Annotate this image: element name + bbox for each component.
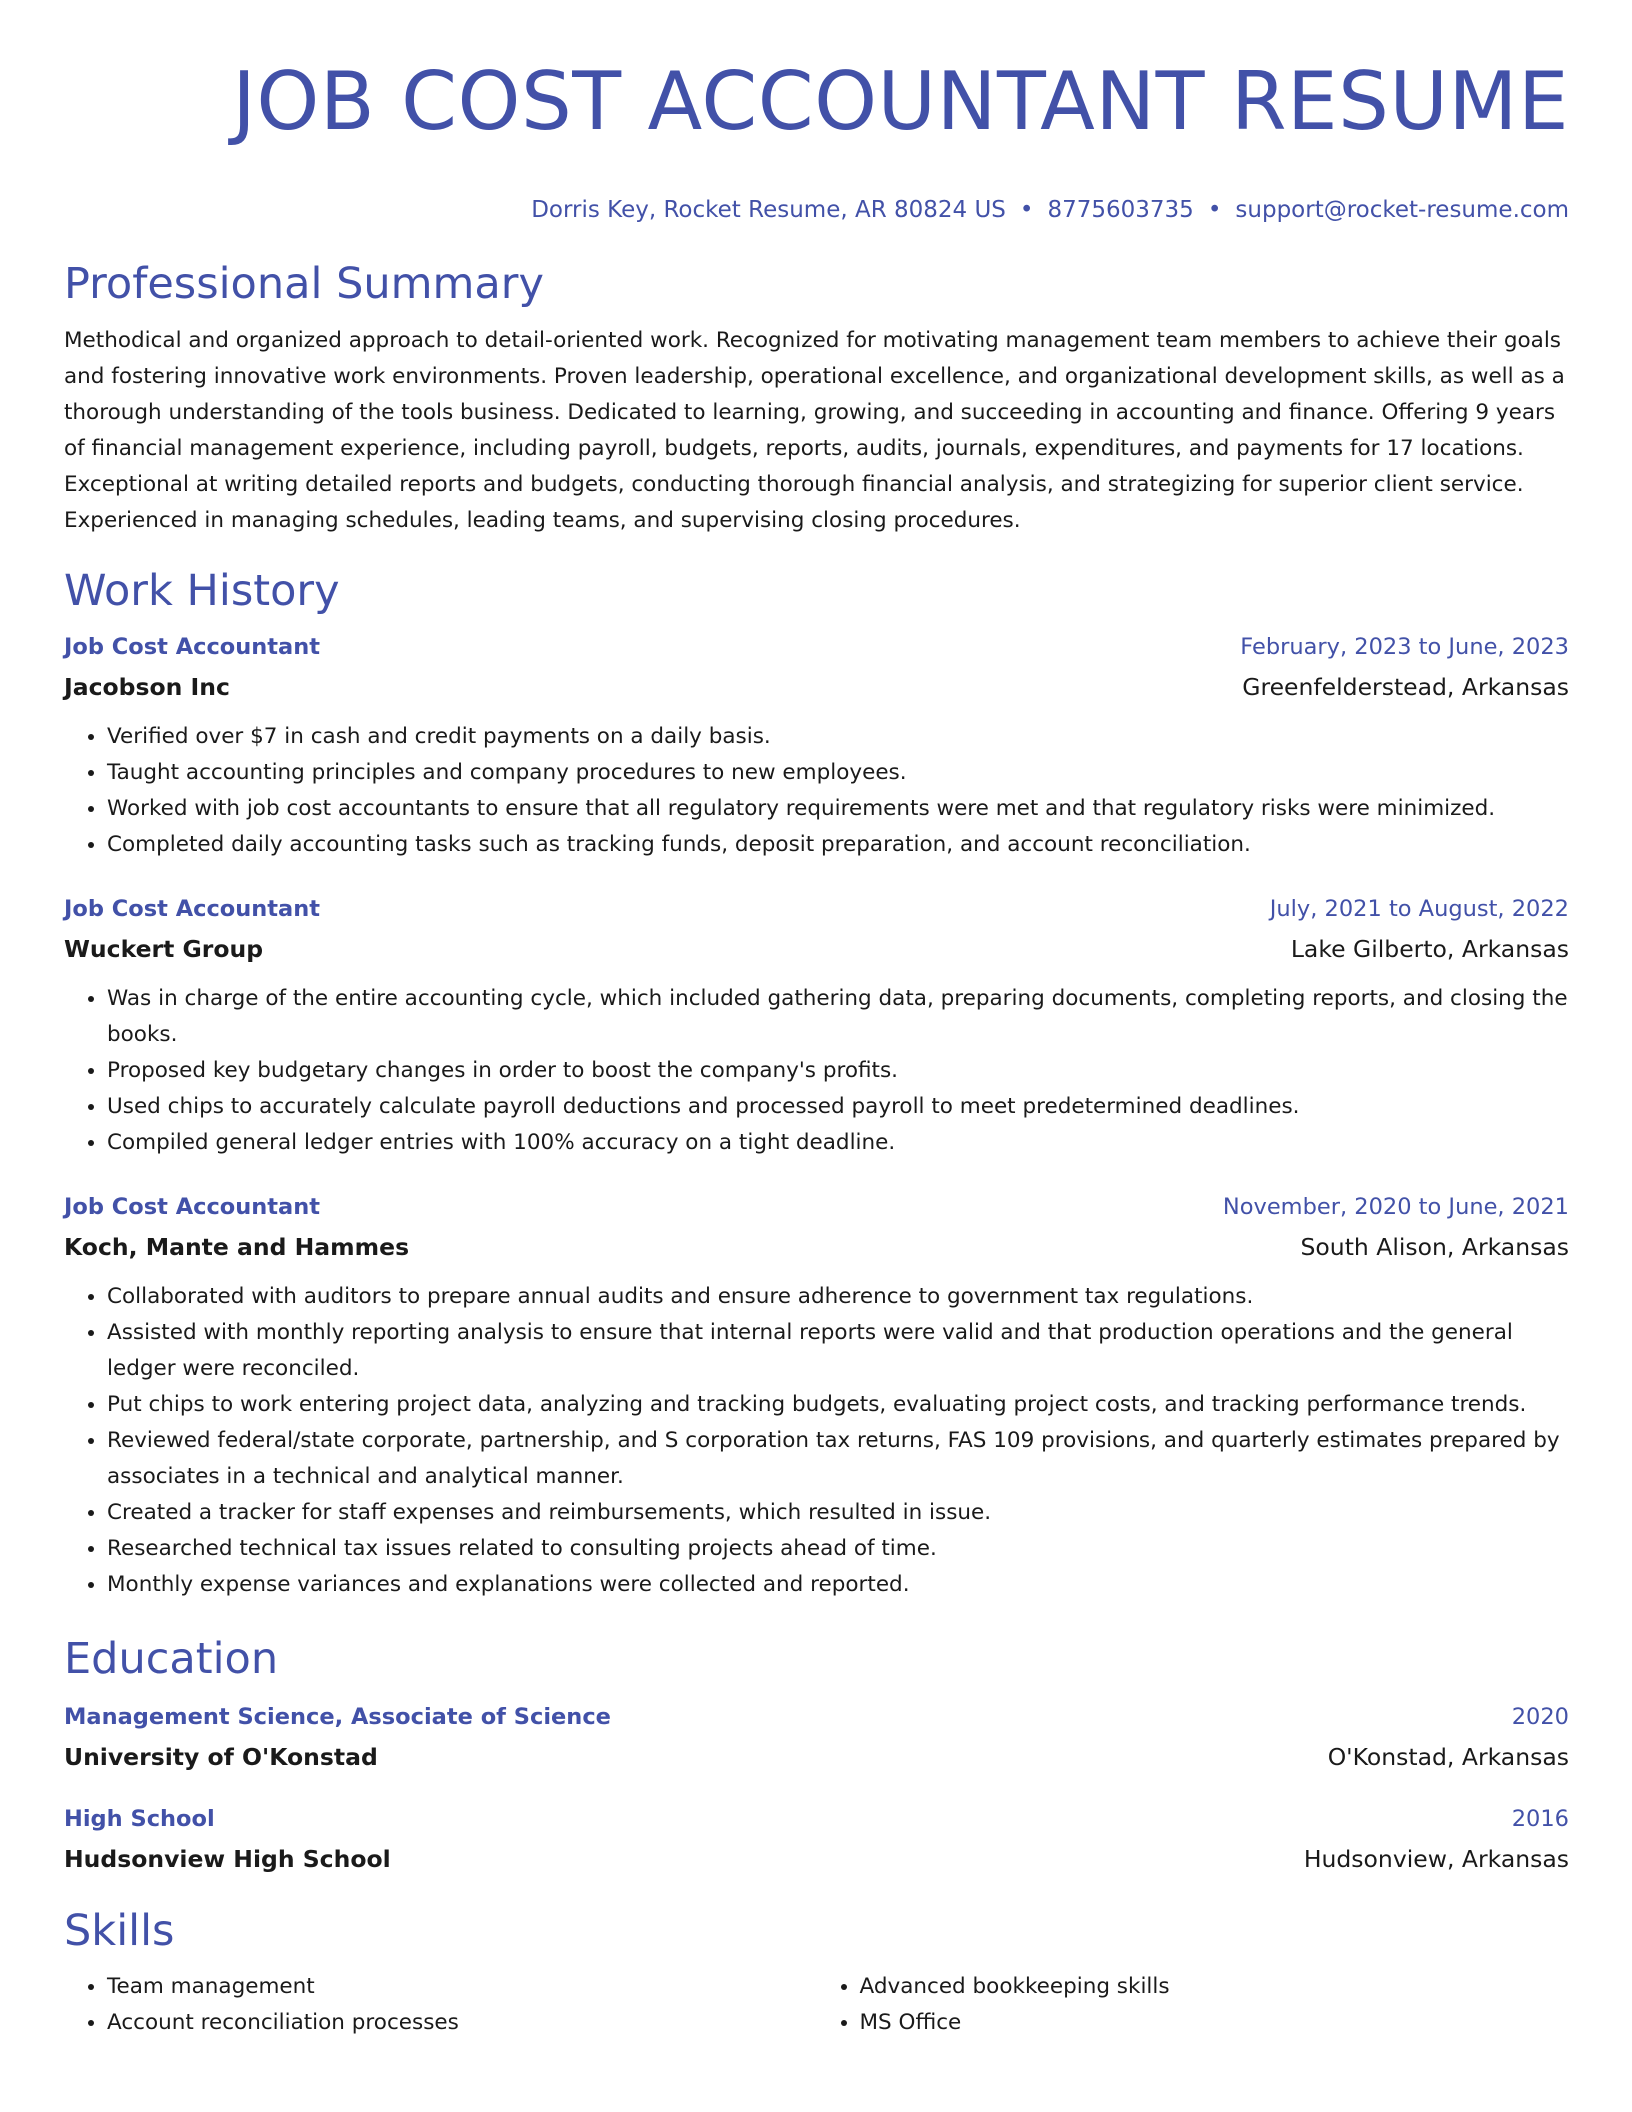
- job-dates: February, 2023 to June, 2023: [1240, 634, 1569, 660]
- job-entry: [64, 1191, 1569, 1603]
- job-bullet: • Put chips to work entering project data, analyzing and tracking budgets, evaluating project costs, and tracking performance trends.: [107, 1387, 1569, 1423]
- job-dates: July, 2021 to August, 2022: [1269, 896, 1569, 922]
- contact-separator: •: [1207, 197, 1222, 223]
- job-bullet: • Monthly expense variances and explanations were collected and reported.: [107, 1567, 1569, 1603]
- job-location: Lake Gilberto, Arkansas: [1290, 935, 1569, 963]
- job-entry: [64, 893, 1569, 1161]
- job-title: Job Cost Accountant: [64, 1194, 321, 1220]
- job-bullet: • Researched technical tax issues related to consulting projects ahead of time.: [107, 1531, 1569, 1567]
- job-entry: [64, 631, 1569, 863]
- education-entry: [64, 1803, 1569, 1875]
- job-bullets: [64, 981, 1569, 1161]
- job-company: Jacobson Inc: [64, 673, 230, 701]
- contact-phone: 8775603735: [1047, 197, 1194, 223]
- education-year: 2016: [1511, 1806, 1569, 1832]
- contact-address: Dorris Key, Rocket Resume, AR 80824 US: [531, 197, 1006, 223]
- job-location: Greenfelderstead, Arkansas: [1242, 673, 1569, 701]
- job-bullet: • Proposed key budgetary changes in order to boost the company's profits.: [107, 1053, 1569, 1089]
- job-bullet: • Completed daily accounting tasks such as tracking funds, deposit preparation, and account reconciliation.: [107, 827, 1569, 863]
- summary-heading: Professional Summary: [64, 259, 544, 309]
- job-bullet: • Assisted with monthly reporting analysis to ensure that internal reports were valid and that production operations and the general ledger were reconciled.: [107, 1315, 1569, 1387]
- job-bullet: • Reviewed federal/state corporate, partnership, and S corporation tax returns, FAS 109 provisions, and quarterly estimates prepared by associates in a technical and analytical manner.: [107, 1423, 1569, 1495]
- job-company: Koch, Mante and Hammes: [64, 1233, 410, 1261]
- work-history-heading: Work History: [64, 566, 340, 616]
- skill-item: • Team management: [107, 1969, 817, 2005]
- skills-column-left: [64, 1969, 817, 2041]
- contact-separator: •: [1019, 197, 1034, 223]
- education-school: Hudsonview High School: [64, 1845, 391, 1873]
- job-bullet: • Verified over $7 in cash and credit payments on a daily basis.: [107, 719, 1569, 755]
- skill-item: • Account reconciliation processes: [107, 2005, 817, 2041]
- job-bullet: • Worked with job cost accountants to ensure that all regulatory requirements were met and that regulatory risks were minimized.: [107, 791, 1569, 827]
- contact-line: [64, 194, 1569, 226]
- job-title: Job Cost Accountant: [64, 634, 321, 660]
- job-location: South Alison, Arkansas: [1300, 1233, 1569, 1261]
- job-bullet: • Used chips to accurately calculate payroll deductions and processed payroll to meet predetermined deadlines.: [107, 1089, 1569, 1125]
- education-entry: [64, 1701, 1569, 1773]
- job-bullets: [64, 1279, 1569, 1603]
- education-location: Hudsonview, Arkansas: [1303, 1845, 1569, 1873]
- job-bullet: • Created a tracker for staff expenses and reimbursements, which resulted in issue.: [107, 1495, 1569, 1531]
- education-location: O'Konstad, Arkansas: [1327, 1743, 1569, 1771]
- skills-column-right: [817, 1969, 1570, 2041]
- job-bullet: • Compiled general ledger entries with 100% accuracy on a tight deadline.: [107, 1125, 1569, 1161]
- skills-list: [64, 1969, 1569, 2041]
- contact-email: support@rocket-resume.com: [1235, 197, 1569, 223]
- skill-item: • MS Office: [860, 2005, 1570, 2041]
- job-bullets: [64, 719, 1569, 863]
- education-school: University of O'Konstad: [64, 1743, 378, 1771]
- education-year: 2020: [1511, 1704, 1569, 1730]
- education-degree: High School: [64, 1806, 215, 1832]
- education-degree: Management Science, Associate of Science: [64, 1704, 611, 1730]
- job-bullet: • Was in charge of the entire accounting cycle, which included gathering data, preparing documents, completing reports, and closing the books.: [107, 981, 1569, 1053]
- summary-text: Methodical and organized approach to detail-oriented work. Recognized for motivating management team members to achieve their goals and fostering innovative work environments. Proven leadership, operational excellence, and organizational development skills, as well as a thorough understanding of the tools business. Dedicated to learning, growing, and succeeding in accounting and finance. Offering 9 years of financial management experience, including payroll, budgets, reports, audits, journals, expenditures, and payments for 17 locations. Exceptional at writing detailed reports and budgets, conducting thorough financial analysis, and strategizing for superior client service. Experienced in managing schedules, leading teams, and supervising closing procedures.: [64, 328, 1565, 533]
- education-heading: Education: [64, 1634, 279, 1684]
- job-bullet: • Taught accounting principles and company procedures to new employees.: [107, 755, 1569, 791]
- job-dates: November, 2020 to June, 2021: [1222, 1194, 1569, 1220]
- job-bullet: • Collaborated with auditors to prepare annual audits and ensure adherence to government tax regulations.: [107, 1279, 1569, 1315]
- skill-item: • Advanced bookkeeping skills: [860, 1969, 1570, 2005]
- resume-title: JOB COST ACCOUNTANT RESUME: [232, 55, 1569, 148]
- job-title: Job Cost Accountant: [64, 896, 321, 922]
- skills-heading: Skills: [64, 1906, 175, 1956]
- job-company: Wuckert Group: [64, 935, 264, 963]
